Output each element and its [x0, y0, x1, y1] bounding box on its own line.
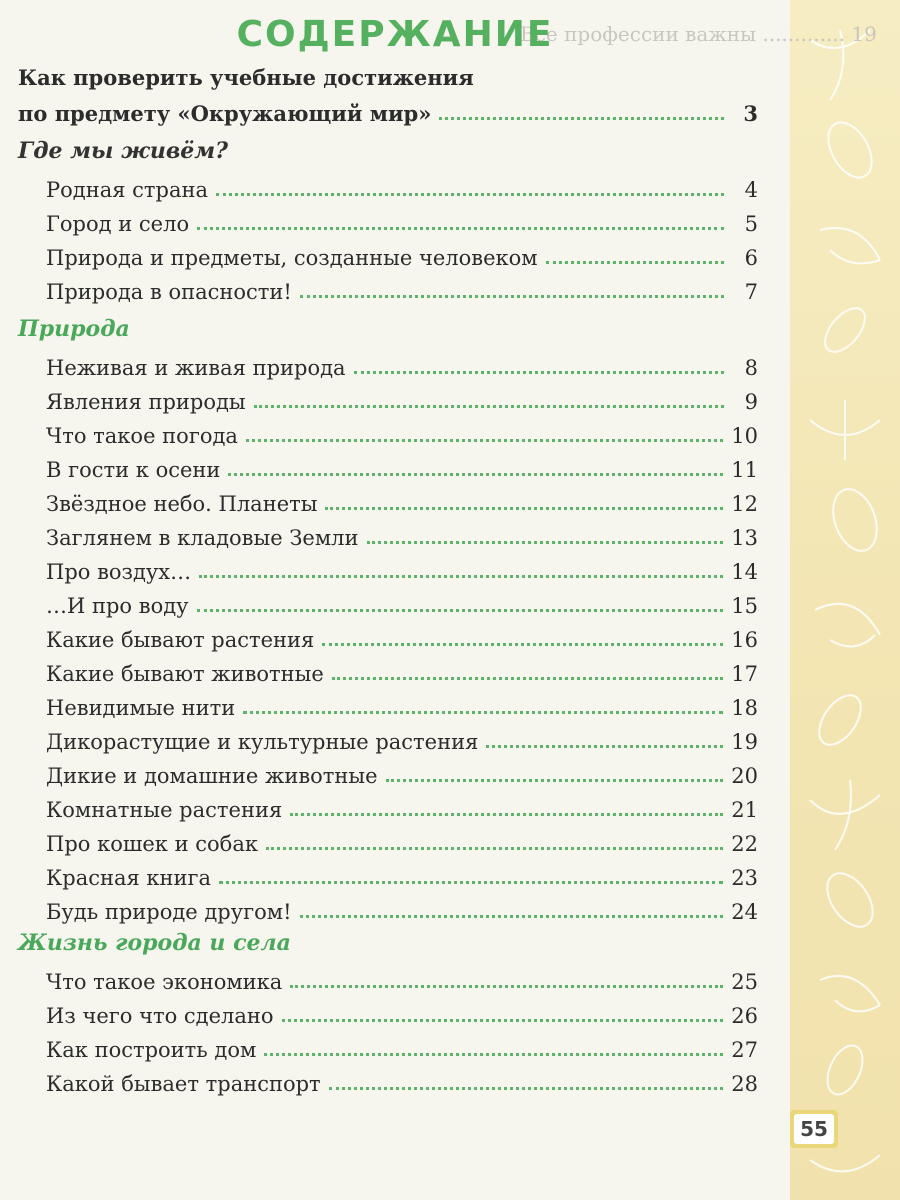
- page-number: 23: [731, 866, 758, 890]
- toc-entry: [46, 998, 758, 1028]
- toc-entry-intro: [18, 96, 758, 126]
- page-number: 27: [731, 1038, 758, 1062]
- toc-intro-line1: [18, 60, 758, 90]
- entry-title: Явления природы: [46, 390, 246, 414]
- toc-entry: [46, 350, 758, 380]
- entry-title: Какой бывает транспорт: [46, 1072, 321, 1096]
- page-number: 16: [731, 628, 758, 652]
- dot-leader: [322, 643, 723, 646]
- toc-entry: [46, 384, 758, 414]
- page-number: 8: [744, 356, 758, 380]
- entry-title: Природа в опасности!: [46, 280, 292, 304]
- entry-title: Звёздное небо. Планеты: [46, 492, 318, 516]
- toc-entry: [46, 758, 758, 788]
- toc-entry: [46, 792, 758, 822]
- dot-leader: [197, 609, 724, 612]
- page-number: 28: [731, 1072, 758, 1096]
- dot-leader: [300, 295, 724, 298]
- entry-title: Что такое погода: [46, 424, 238, 448]
- entry-title: по предмету «Окружающий мир»: [18, 101, 432, 126]
- page-number: 25: [731, 970, 758, 994]
- dot-leader: [216, 193, 724, 196]
- dot-leader: [290, 813, 723, 816]
- dot-leader: [254, 405, 724, 408]
- dot-leader: [199, 575, 723, 578]
- dot-leader: [282, 1019, 724, 1022]
- page-number: 9: [744, 390, 758, 414]
- toc-entry: [46, 554, 758, 584]
- page-number: 14: [731, 560, 758, 584]
- page-number: 18: [731, 696, 758, 720]
- page-number: 6: [744, 246, 758, 270]
- entry-title: Заглянем в кладовые Земли: [46, 526, 359, 550]
- entry-title: Будь природе другом!: [46, 900, 292, 924]
- toc-entry: [46, 860, 758, 890]
- dot-leader: [300, 915, 724, 918]
- toc-entry: [46, 520, 758, 550]
- entry-title: Как построить дом: [46, 1038, 257, 1062]
- dot-leader: [197, 227, 724, 230]
- page-number: 17: [731, 662, 758, 686]
- dot-leader: [354, 371, 724, 374]
- entry-title: Комнатные растения: [46, 798, 283, 822]
- page-number: 22: [731, 832, 758, 856]
- decorative-side-strip: [790, 0, 900, 1200]
- page-number: 26: [731, 1004, 758, 1028]
- dot-leader: [386, 779, 724, 782]
- toc-entry: [46, 240, 758, 270]
- toc-entry: [46, 588, 758, 618]
- page-number: 20: [731, 764, 758, 788]
- dot-leader: [332, 677, 723, 680]
- page-number: 5: [744, 212, 758, 236]
- toc-entry: [46, 826, 758, 856]
- page-number: 4: [744, 178, 758, 202]
- entry-title: Дикорастущие и культурные растения: [46, 730, 479, 754]
- toc-entry: [46, 690, 758, 720]
- toc-entry: [46, 206, 758, 236]
- dot-leader: [325, 507, 723, 510]
- section-heading: Жизнь города и села: [18, 930, 291, 956]
- entry-title: Про воздух…: [46, 560, 192, 584]
- dot-leader: [266, 847, 723, 850]
- toc-entry: [46, 894, 758, 924]
- toc-entry: [46, 1032, 758, 1062]
- dot-leader: [546, 261, 724, 264]
- dot-leader: [439, 117, 724, 120]
- toc-entry: [46, 656, 758, 686]
- page-number: 3: [743, 101, 758, 126]
- entry-title: Дикие и домашние животные: [46, 764, 378, 788]
- page-number: 21: [731, 798, 758, 822]
- toc-entry: [46, 964, 758, 994]
- page-number: 24: [731, 900, 758, 924]
- entry-title: Как проверить учебные достижения: [18, 65, 474, 90]
- toc-entry: [46, 418, 758, 448]
- entry-title: В гости к осени: [46, 458, 221, 482]
- section-heading: Где мы живём?: [18, 138, 229, 164]
- dot-leader: [219, 881, 723, 884]
- toc-entry: [46, 452, 758, 482]
- dot-leader: [264, 1053, 723, 1056]
- page-number: 7: [744, 280, 758, 304]
- dot-leader: [367, 541, 724, 544]
- page-number-label: 55: [794, 1114, 834, 1144]
- page-number: 12: [731, 492, 758, 516]
- page-number: 13: [731, 526, 758, 550]
- toc-entry: [46, 172, 758, 202]
- dot-leader: [243, 711, 723, 714]
- page-number: 10: [731, 424, 758, 448]
- toc-entry: [46, 622, 758, 652]
- entry-title: Какие бывают животные: [46, 662, 324, 686]
- entry-title: Неживая и живая природа: [46, 356, 346, 380]
- dot-leader: [329, 1087, 724, 1090]
- dot-leader: [486, 745, 723, 748]
- page-title: СОДЕРЖАНИЕ: [236, 14, 554, 55]
- entry-title: Красная книга: [46, 866, 212, 890]
- entry-title: Город и село: [46, 212, 190, 236]
- page-number-badge: [790, 1110, 838, 1148]
- entry-title: Что такое экономика: [46, 970, 283, 994]
- page-number: 11: [731, 458, 758, 482]
- section-heading: Природа: [18, 316, 130, 342]
- page-number: 19: [731, 730, 758, 754]
- dot-leader: [228, 473, 723, 476]
- dot-leader: [290, 985, 723, 988]
- entry-title: Природа и предметы, созданные человеком: [46, 246, 538, 270]
- toc-entry: [46, 486, 758, 516]
- entry-title: …И про воду: [46, 594, 189, 618]
- entry-title: Какие бывают растения: [46, 628, 315, 652]
- entry-title: Из чего что сделано: [46, 1004, 274, 1028]
- bleed-through-text: Все профессии важны ............. 19: [520, 22, 877, 46]
- entry-title: Невидимые нити: [46, 696, 236, 720]
- dot-leader: [246, 439, 723, 442]
- entry-title: Про кошек и собак: [46, 832, 258, 856]
- page-number: 15: [731, 594, 758, 618]
- toc-entry: [46, 1066, 758, 1096]
- toc-entry: [46, 724, 758, 754]
- entry-title: Родная страна: [46, 178, 209, 202]
- toc-entry: [46, 274, 758, 304]
